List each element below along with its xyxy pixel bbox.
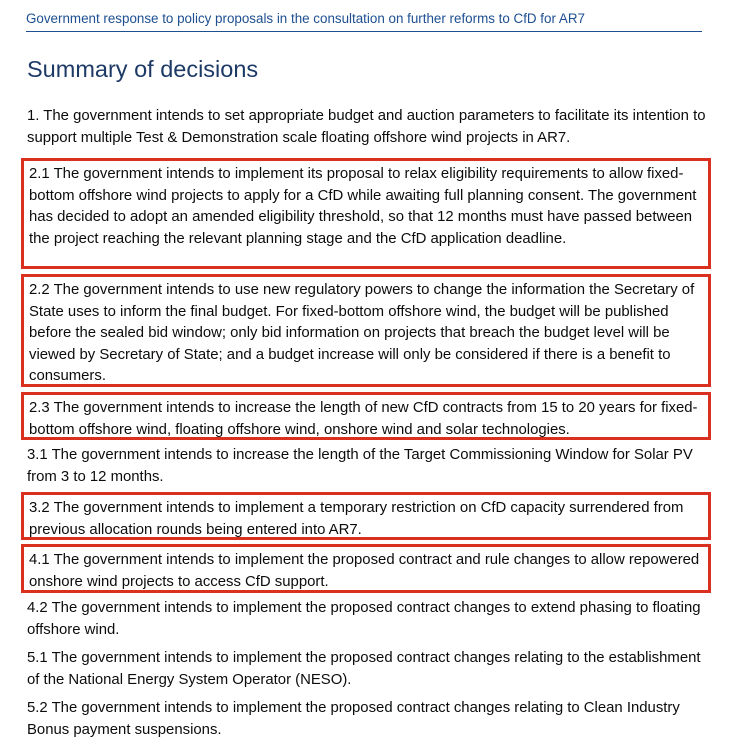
decision-4-2: 4.2 The government intends to implement the proposed contract changes to extend phasing to floating offshore wind. <box>27 600 701 638</box>
decision-5-2: 5.2 The government intends to implement the proposed contract changes relating to Clean Industry Bonus payment suspensions. <box>27 700 680 738</box>
decision-2-2-highlighted: 2.2 The government intends to use new regulatory powers to change the information the Secretary of State uses to inform the final budget. For fixed-bottom offshore wind, the budget will be published before the sealed bid window; only bid information on projects that breach the budget level will be viewed by Secretary of State; and a budget increase will only be considered if there is a benefit to consumers. <box>21 274 711 387</box>
decision-2-3-highlighted: 2.3 The government intends to increase the length of new CfD contracts from 15 to 20 years for fixed-bottom offshore wind, floating offshore wind, onshore wind and solar technologies. <box>21 392 711 440</box>
decision-1: 1. The government intends to set appropriate budget and auction parameters to facilitate its intention to support multiple Test & Demonstration scale floating offshore wind projects in AR7. <box>27 108 706 146</box>
decision-4-1-highlighted: 4.1 The government intends to implement the proposed contract and rule changes to allow repowered onshore wind projects to access CfD support. <box>21 544 711 593</box>
decision-3-2-highlighted: 3.2 The government intends to implement a temporary restriction on CfD capacity surrendered from previous allocation rounds being entered into AR7. <box>21 492 711 540</box>
decision-3-1: 3.1 The government intends to increase the length of the Target Commissioning Window for Solar PV from 3 to 12 months. <box>27 447 693 485</box>
decision-5-1: 5.1 The government intends to implement the proposed contract changes relating to the establishment of the National Energy System Operator (NESO). <box>27 650 701 688</box>
page-title: Summary of decisions <box>27 56 259 82</box>
running-header: Government response to policy proposals in the consultation on further reforms to CfD for AR7 <box>26 9 702 32</box>
decision-2-1-highlighted: 2.1 The government intends to implement its proposal to relax eligibility requirements to allow fixed-bottom offshore wind projects to apply for a CfD while awaiting full planning consent. The government has decided to adopt an amended eligibility threshold, so that 12 months must have passed between the project reaching the relevant planning stage and the CfD application deadline. <box>21 158 711 269</box>
